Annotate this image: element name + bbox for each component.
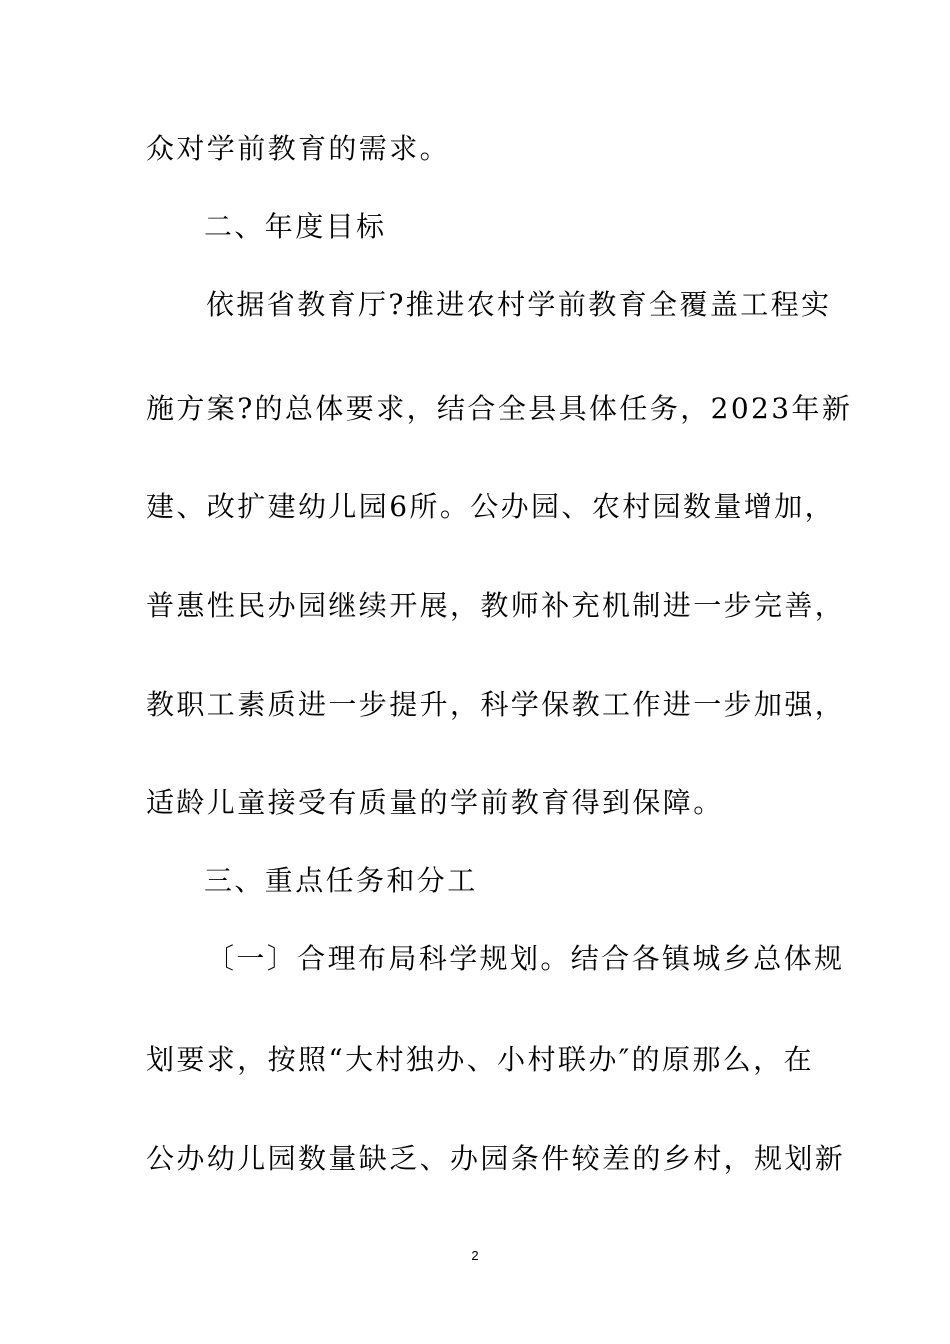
- paragraph-line: 普惠性民办园继续开展，教师补充机制进一步完善，: [146, 589, 846, 622]
- page-number: 2: [471, 1248, 479, 1263]
- paragraph-line: 教职工素质进一步提升，科学保教工作进一步加强，: [146, 688, 846, 721]
- section-heading: 二、年度目标: [204, 210, 387, 243]
- paragraph-line: 〔一〕合理布局科学规划。结合各镇城乡总体规: [206, 942, 845, 975]
- paragraph-line: 划要求，按照“大村独办、小村联办″的原那么，在: [146, 1043, 814, 1076]
- section-heading: 三、重点任务和分工: [204, 864, 478, 897]
- paragraph-line: 公办幼儿园数量缺乏、办园条件较差的乡村，规划新: [146, 1142, 846, 1175]
- paragraph-line: 施方案?的总体要求，结合全县具体任务，2023年新: [146, 392, 853, 425]
- paragraph-line: 依据省教育厅?推进农村学前教育全覆盖工程实: [206, 288, 832, 321]
- paragraph-line: 适龄儿童接受有质量的学前教育得到保障。: [146, 786, 724, 819]
- paragraph-line: 众对学前教育的需求。: [146, 132, 451, 165]
- paragraph-line: 建、改扩建幼儿园6所。公办园、农村园数量增加，: [146, 490, 836, 523]
